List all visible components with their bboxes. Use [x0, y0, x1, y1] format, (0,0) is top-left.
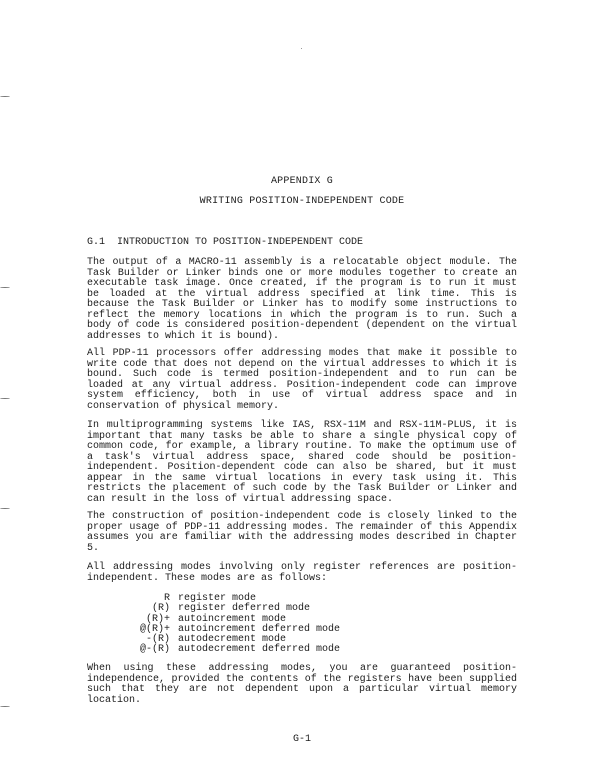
- appendix-title: WRITING POSITION-INDEPENDENT CODE: [199, 196, 405, 207]
- section-heading: G.1 INTRODUCTION TO POSITION-INDEPENDENT CODE: [87, 237, 364, 248]
- mode-description: autodecrement deferred mode: [178, 644, 341, 656]
- paragraph-text: All addressing modes involving only register references are position-independent. These modes are as follows:: [87, 562, 517, 584]
- mode-description: autodecrement mode: [178, 634, 287, 646]
- mode-description: register mode: [178, 593, 257, 604]
- mode-code: @(R)+: [139, 623, 170, 635]
- binding-mark: [0, 287, 10, 289]
- mode-code: -(R): [145, 634, 170, 646]
- mode-code: @-(R): [139, 644, 170, 656]
- mode-code: R: [163, 593, 170, 604]
- paragraph-guarantee: [87, 664, 517, 706]
- paragraph-text: The output of a MACRO-11 assembly is a relocatable object module. The Task Builder or Linker binds one or more modules together to create an executable task image. Once created, if the program is to run it must be loaded at the virtual address specified at link time. This is because the Task Builder or Linker has to modify some instructions to reflect the memory locations in which the program is to run. Such a body of code is considered position-dependent (dependent on the virtual addresses to which it is bound).: [87, 257, 517, 342]
- paragraph-multiprogramming: [87, 421, 517, 505]
- paragraph-text: In multiprogramming systems like IAS, RSX-11M and RSX-11M-PLUS, it is important that many tasks be able to share a single physical copy of common code, for example, a library routine. To make the optimum use of a task's virtual address space, shared code should be position-independent. Position-dependent code can also be shared, but it must appear in the same virtual locations in every task using it. This restricts the placement of such code by the Task Builder or Linker and can result in the loss of virtual addressing space.: [87, 420, 517, 505]
- mode-description: autoincrement mode: [178, 613, 287, 625]
- paragraph-text: All PDP-11 processors offer addressing modes that make it possible to write code that does not depend on the virtual addresses to which it is bound. Such code is termed position-independent and to run can be loaded at any virtual address. Position-independent code can improve system efficiency, both in use of virtual address space and in conservation of physical memory.: [87, 348, 517, 412]
- mode-description: autoincrement deferred mode: [178, 623, 341, 635]
- paragraph-addressing: [87, 349, 517, 412]
- mode-code: (R): [151, 603, 170, 615]
- paragraph-modes-intro: [87, 563, 517, 584]
- paragraph-text: The construction of position-independent code is closely linked to the proper usage of PDP-11 addressing modes. The remainder of this Appendix assumes you are familiar with the addressing modes described in Chapter 5.: [87, 511, 517, 554]
- binding-mark: [0, 706, 10, 708]
- page-number: G-1: [292, 734, 311, 745]
- scan-speck: [301, 48, 302, 49]
- paragraph-text: When using these addressing modes, you are guaranteed position-independence, provided the contents of the registers have been supplied such that they are not dependent upon a particular virtual memory location.: [87, 663, 517, 706]
- paragraph-intro: [87, 258, 517, 342]
- binding-mark: [0, 398, 10, 400]
- paragraph-construction: [87, 512, 517, 554]
- appendix-label: APPENDIX G: [270, 176, 333, 187]
- binding-mark: [0, 508, 10, 510]
- addressing-modes-list: [110, 594, 340, 656]
- mode-row: [110, 645, 340, 655]
- binding-mark: [0, 96, 10, 98]
- mode-code: (R)+: [145, 613, 170, 625]
- mode-description: register deferred mode: [178, 603, 311, 615]
